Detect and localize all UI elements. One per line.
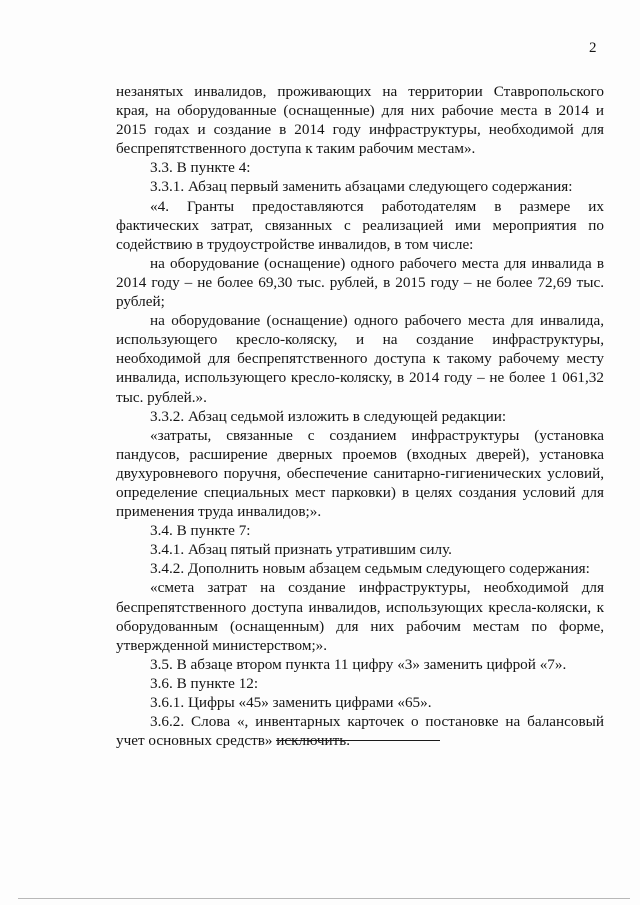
page-number: 2 — [589, 40, 597, 56]
paragraph-continuation: незанятых инвалидов, проживающих на территории Ставропольского края, на оборудованные (оснащенные) для них рабочие места в 2014 и 2015 годах и создание в 2014 году инфраструктуры, необходимой для беспрепятственного доступа к таким рабочим местам». — [116, 83, 604, 158]
paragraph-infrastructure-costs: «затраты, связанные с созданием инфраструктуры (установка пандусов, расширение дверных проемов (входных дверей), установка двухуровневого поручня, обеспечение санитарно-гигиенических условий, определение специальных мест парковки) в целях создания условий для применения труда инвалидов;». — [116, 426, 604, 521]
paragraph-equipment-limit: на оборудование (оснащение) одного рабочего места для инвалида в 2014 году – не более 69,30 тыс. рублей, в 2015 году – не более 72,69 тыс. рублей; — [116, 254, 604, 311]
paragraph-quote-grants: «4. Гранты предоставляются работодателям в размере их фактических затрат, связанных с реализацией ими мероприятия по содействию в трудоустройстве инвалидов, в том числе: — [116, 197, 604, 253]
paragraph-item-3-3-2: 3.3.2. Абзац седьмой изложить в следующей редакции: — [150, 407, 507, 425]
paragraph-wheelchair-limit: на оборудование (оснащение) одного рабочего места для инвалида, использующего кресло-коляску, и на создание инфраструктуры, необходимой для беспрепятственного доступа к такому рабочему месту инвалида, использующего кресло-коляску, в 2014 году – не более 1 061,32 тыс. рублей.». — [116, 312, 604, 406]
paragraph-item-3-3: 3.3. В пункте 4: — [150, 159, 251, 177]
paragraph-item-3-6: 3.6. В пункте 12: — [150, 674, 259, 692]
paragraph-item-3-4: 3.4. В пункте 7: — [150, 522, 251, 540]
paragraph-item-3-6-2: 3.6.2. Слова «, инвентарных карточек о постановке на балансовый учет основных средств» исключить. — [116, 713, 604, 750]
closing-separator-line — [276, 740, 440, 741]
document-body — [116, 82, 604, 750]
paragraph-item-3-4-2: 3.4.2. Дополнить новым абзацем седьмым следующего содержания: — [150, 560, 590, 578]
paragraph-item-3-5: 3.5. В абзаце втором пункта 11 цифру «3» заменить цифрой «7». — [150, 655, 567, 673]
scan-edge-line — [18, 898, 630, 899]
paragraph-item-3-3-1: 3.3.1. Абзац первый заменить абзацами следующего содержания: — [150, 178, 573, 196]
paragraph-cost-estimate: «смета затрат на создание инфраструктуры, необходимой для беспрепятственного доступа инвалидов, использующих кресла-коляски, к оборудованным (оснащенным) для них рабочим местам по форме, утвержденной министерством;». — [116, 579, 604, 654]
paragraph-item-3-4-1: 3.4.1. Абзац пятый признать утратившим силу. — [150, 541, 452, 559]
paragraph-item-3-6-1: 3.6.1. Цифры «45» заменить цифрами «65». — [150, 694, 432, 711]
